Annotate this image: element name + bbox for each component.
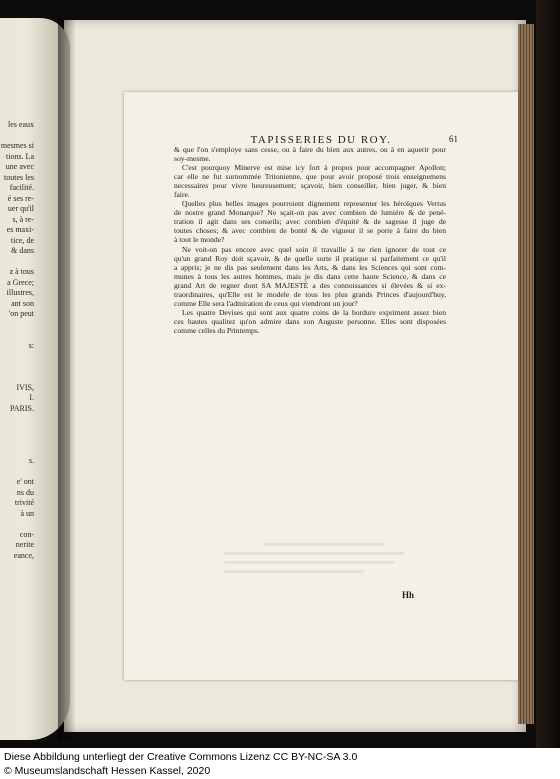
text-line: soy-mesme. xyxy=(174,154,211,164)
left-page-line xyxy=(0,330,34,341)
binding-edge xyxy=(536,0,560,748)
text-line: qu'un grand Roy doit sçavoir, & de quelle sorte il pratique si parfaitement ce qu'il xyxy=(174,253,446,263)
left-page-line: eance, xyxy=(13,550,34,560)
left-page-line: ant son xyxy=(11,298,34,308)
left-page-line xyxy=(0,131,34,142)
left-page-line: 'on peut xyxy=(8,309,34,318)
running-head: TAPISSERIES DU ROY. xyxy=(250,134,392,146)
text-line: faire. xyxy=(174,190,190,200)
left-page-line xyxy=(0,351,34,362)
text-line: a appris; je ne dis pas seulement dans les Arts, & dans les Sciences qui sont com- xyxy=(174,262,446,272)
left-page-line: & dans xyxy=(11,246,34,255)
text-line: grand Art de regner dont SA MAJESTÉ a des connoissances si élevées & si ex- xyxy=(174,280,446,290)
left-page-line: z à tous xyxy=(9,267,34,276)
left-page-line: toutes les xyxy=(4,172,34,182)
copyright-text: © Museumslandschaft Hessen Kassel, 2020 xyxy=(4,764,211,777)
left-page-line: nerite xyxy=(15,540,34,549)
page-number: 61 xyxy=(449,134,458,144)
left-page-line: s: xyxy=(28,340,34,350)
left-page-line: con- xyxy=(19,529,34,539)
text-line: munes à tous les autres hommes, mais je dis dans cette haute Science, & dans ce xyxy=(174,271,446,281)
body-text xyxy=(174,145,446,335)
text-line: ces hautes qualitez qu'on admire dans son Auguste personne. Elles sont disposées xyxy=(174,316,446,326)
left-page-line: PARIS. xyxy=(10,403,34,413)
left-page-line: tice, de xyxy=(10,235,34,245)
left-page-line xyxy=(0,519,34,530)
left-page-line: mesmes si xyxy=(0,141,34,150)
text-line: Ne voit-on pas encore avec quel soin il travaille à ne rien ignorer de tout ce xyxy=(182,244,446,254)
left-page-line: e' ont xyxy=(16,477,34,486)
text-line: necessaires pour vivre heureusement; sçavoir, bien conseiller, bien juger, & bien xyxy=(174,181,446,191)
footer xyxy=(4,751,556,778)
left-page-line: illustres, xyxy=(6,288,34,297)
gutter-shadow xyxy=(58,18,76,740)
text-line: à tout le monde? xyxy=(174,235,225,245)
text-line: tration il agit dans ses conseils; avec combien d'équité & de sagesse il juge de xyxy=(174,217,446,227)
left-page-line: a Grece; xyxy=(7,277,34,287)
left-page-line: à un xyxy=(20,508,34,518)
text-line: Les quatre Devises qui sont aux quatre coins de la bordure expriment assez bien xyxy=(182,307,446,317)
left-page-line: uer qu'il xyxy=(7,204,34,213)
page-stack-edge xyxy=(518,24,534,724)
text-line: comme Elle sera l'admiration de ceux qui viendront un jour? xyxy=(174,298,358,308)
left-page-line: facilité. xyxy=(9,183,34,192)
right-page xyxy=(124,92,518,680)
text-line: C'est pourquoy Minerve est mise icy fort à propos pour accompagner Apollon; xyxy=(182,163,446,173)
left-page-text xyxy=(0,120,34,561)
left-page-line xyxy=(0,414,34,425)
left-page-line xyxy=(0,372,34,383)
text-line: comme celles du Printemps. xyxy=(174,325,260,335)
left-page-line: s, à re- xyxy=(12,214,34,224)
text-line: toutes choses; & avec combien de bonté & de vigueur il se porte à faire du bien xyxy=(174,226,446,236)
license-text: Diese Abbildung unterliegt der Creative Commons Lizenz CC BY-NC-SA 3.0 xyxy=(4,751,358,763)
left-page-line: tions. La xyxy=(6,151,34,161)
text-line: de nostre grand Monarque? Ne sçait-on pas avec combien de lumiére & de pené- xyxy=(174,208,446,218)
left-page-line: es maxi- xyxy=(6,225,34,234)
text-line: car elle ne fut surnommée Tritonienne, que pour avoir proposé trois enseignemens xyxy=(174,172,446,182)
text-line: & que l'on s'employe sans cesse, ou à faire du bien aux autres, ou à en aquerir pour xyxy=(174,145,446,154)
left-page-line: s. xyxy=(28,456,34,465)
left-page-line: I. xyxy=(29,393,34,402)
left-page-line xyxy=(0,467,34,478)
text-line: traordinaires, qu'Elle est le modele de tous les plus grands Princes d'aujourd'huy, xyxy=(174,289,446,299)
left-page-line xyxy=(0,362,34,373)
left-page-line: trivité xyxy=(14,498,34,507)
left-page-line xyxy=(0,435,34,446)
left-page-line xyxy=(0,425,34,436)
left-page-line xyxy=(0,446,34,457)
left-page-line: les eaux xyxy=(8,120,34,129)
signature-mark: Hh xyxy=(401,590,414,600)
left-page-line: é ses re- xyxy=(7,193,34,203)
text-line: Quelles plus belles images pourroient dignement representer les héroïques Vertus xyxy=(182,199,446,209)
left-page-line: une avec xyxy=(5,162,34,171)
left-page-line: ns du xyxy=(16,487,34,497)
left-page-line xyxy=(0,257,34,268)
left-page-line: IVIS, xyxy=(16,382,34,392)
left-page-line xyxy=(0,320,34,331)
show-through xyxy=(224,537,424,597)
